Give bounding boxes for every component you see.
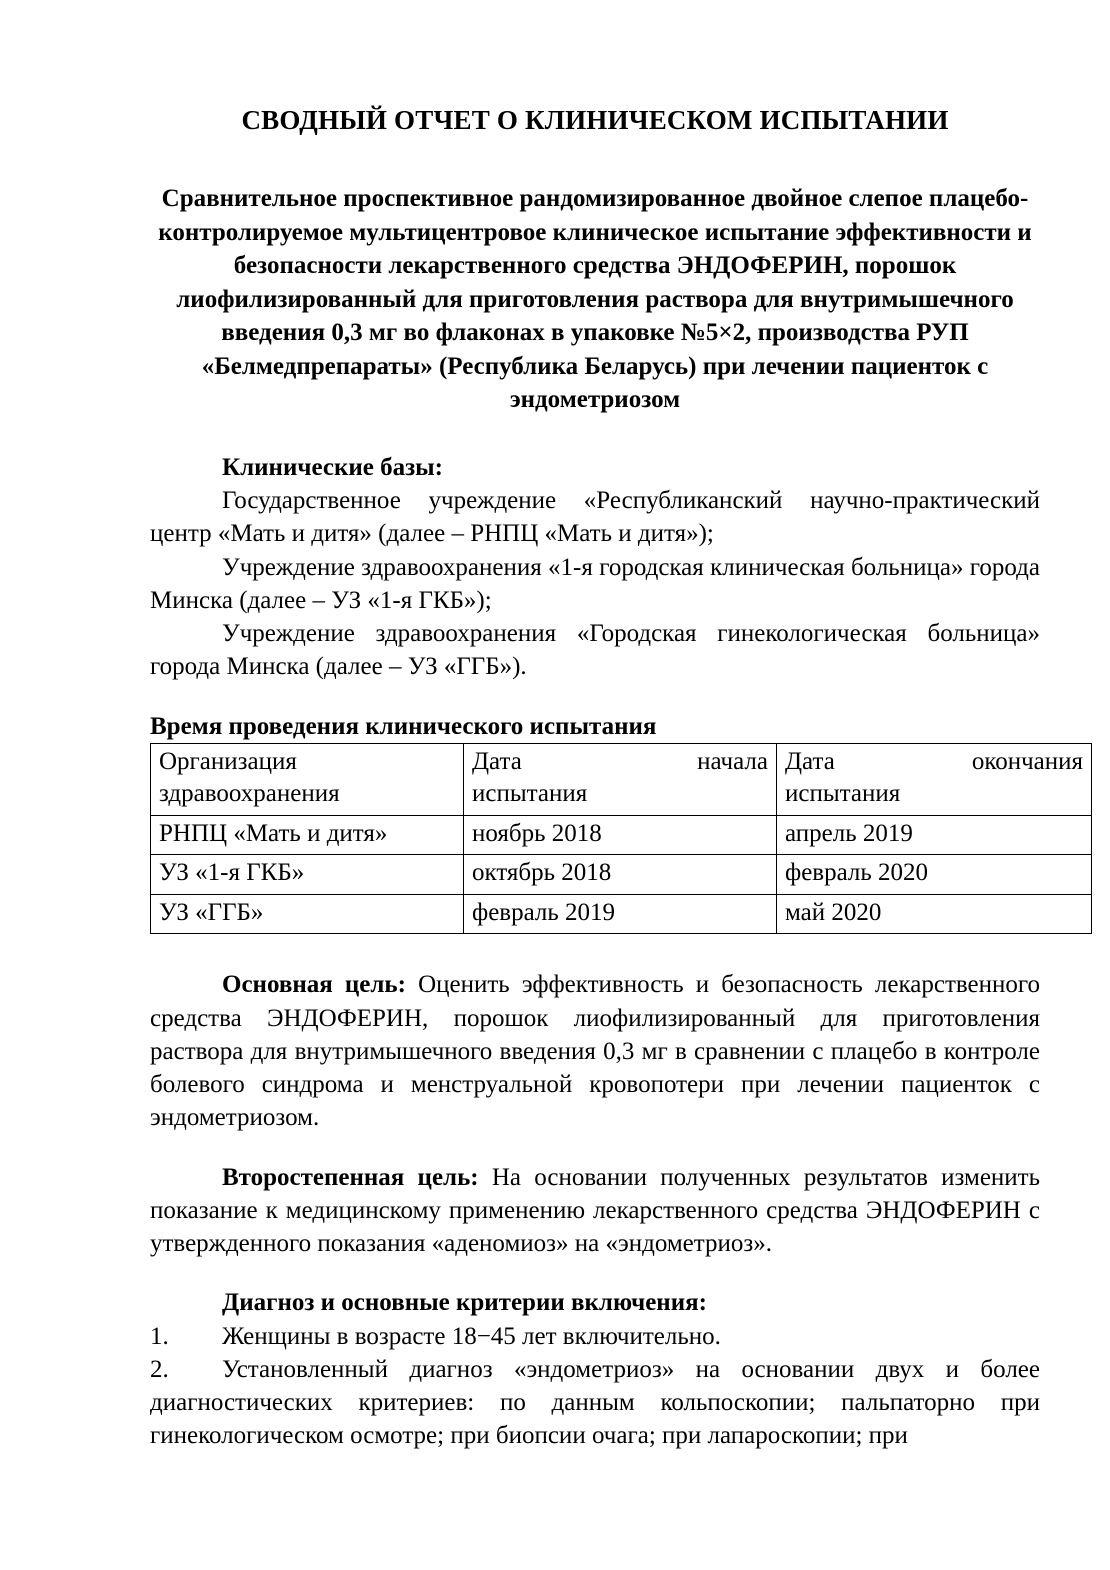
clinical-base-item: Государственное учреждение «Республиканский научно-практический центр «Мать и дитя» (далее – РНПЦ «Мать и дитя»); xyxy=(150,487,1040,548)
column-header-line2: здравоохранения xyxy=(159,780,340,808)
clinical-base-item: Учреждение здравоохранения «Городская гинекологическая больница» города Минска (далее – УЗ «ГГБ»). xyxy=(150,620,1040,681)
trial-schedule-table xyxy=(150,743,1092,935)
table-row xyxy=(151,894,1092,934)
cell-organization: РНПЦ «Мать и дитя» xyxy=(151,815,464,855)
cell-start-date: октябрь 2018 xyxy=(464,855,777,895)
schedule-heading: Время проведения клинического испытания xyxy=(150,712,657,740)
cell-start-date: ноябрь 2018 xyxy=(464,815,777,855)
cell-end-date: февраль 2020 xyxy=(777,855,1092,895)
page-title: СВОДНЫЙ ОТЧЕТ О КЛИНИЧЕСКОМ ИСПЫТАНИИ xyxy=(241,105,949,135)
list-item xyxy=(150,1320,1040,1353)
list-item-text: Установленный диагноз «эндометриоз» на основании двух и более диагностических критериев: по данным кольпоскопии; пальпаторно при гинекологическом осмотре; при биопсии очага; при лапароскопии; при xyxy=(150,1355,1040,1450)
clinical-base-item: Учреждение здравоохранения «1-я городская клиническая больница» города Минска (далее – УЗ «1-я ГКБ»); xyxy=(150,553,1040,614)
table-row xyxy=(151,815,1092,855)
secondary-objective-paragraph xyxy=(150,1161,1040,1261)
list-item-marker: 2. xyxy=(150,1355,169,1383)
cell-organization: УЗ «1-я ГКБ» xyxy=(151,855,464,895)
column-header-end-date xyxy=(777,743,1092,815)
clinical-bases-heading: Клинические базы: xyxy=(222,453,444,481)
column-header-start-date xyxy=(464,743,777,815)
column-header-line2: испытания xyxy=(472,780,588,808)
page-content xyxy=(150,0,1083,1453)
secondary-objective-text: На основании полученных результатов изменить показание к медицинскому применению лекарственного средства ЭНДОФЕРИН с утвержденного показания «аденомиоз» на «эндометриоз». xyxy=(150,1163,1040,1258)
list-item xyxy=(150,1353,1040,1453)
inclusion-criteria-heading: Диагноз и основные критерии включения: xyxy=(222,1289,707,1317)
spacer xyxy=(150,417,1040,451)
list-item-marker: 1. xyxy=(150,1322,169,1350)
inclusion-criteria-list xyxy=(150,1320,1040,1453)
spacer xyxy=(150,684,1040,710)
spacer xyxy=(150,1135,1040,1161)
cell-start-date: февраль 2019 xyxy=(464,894,777,934)
primary-objective-text: Оценить эффективность и безопасность лекарственного средства ЭНДОФЕРИН, порошок лиофилизированный для приготовления раствора для внутримышечного введения 0,3 мг в сравнении с плацебо в контроле болевого синдрома и менструальной кровопотери при лечении пациенток с эндометриозом. xyxy=(150,971,1041,1132)
table-row xyxy=(151,855,1092,895)
secondary-objective-label: Второстепенная цель: xyxy=(222,1163,479,1191)
cell-end-date: май 2020 xyxy=(777,894,1092,934)
column-header-line1: Дата окончания xyxy=(785,747,1083,775)
table-header-row xyxy=(151,743,1092,815)
column-header-line2: испытания xyxy=(785,780,901,808)
primary-objective-paragraph xyxy=(150,968,1040,1134)
spacer xyxy=(150,1260,1040,1286)
list-item-text: Женщины в возрасте 18−45 лет включительно. xyxy=(222,1322,721,1350)
column-header-line1: Дата начала xyxy=(472,747,768,775)
column-header-organization xyxy=(151,743,464,815)
primary-objective-label: Основная цель: xyxy=(222,971,406,999)
document-subtitle: Сравнительное проспективное рандомизированное двойное слепое плацебо-контролируемое мультицентровое клиническое испытание эффективности и безопасности лекарственного средства ЭНДОФЕРИН, порошок лиофилизированный для приготовления раствора для внутримышечного введения 0,3 мг во флаконах в упаковке №5×2, производства РУП «Белмедпрепараты» (Республика Беларусь) при лечении пациенток с эндометриозом xyxy=(158,185,1032,414)
column-header-line1: Организация xyxy=(159,747,297,775)
cell-organization: УЗ «ГГБ» xyxy=(151,894,464,934)
spacer xyxy=(150,934,1040,968)
cell-end-date: апрель 2019 xyxy=(777,815,1092,855)
